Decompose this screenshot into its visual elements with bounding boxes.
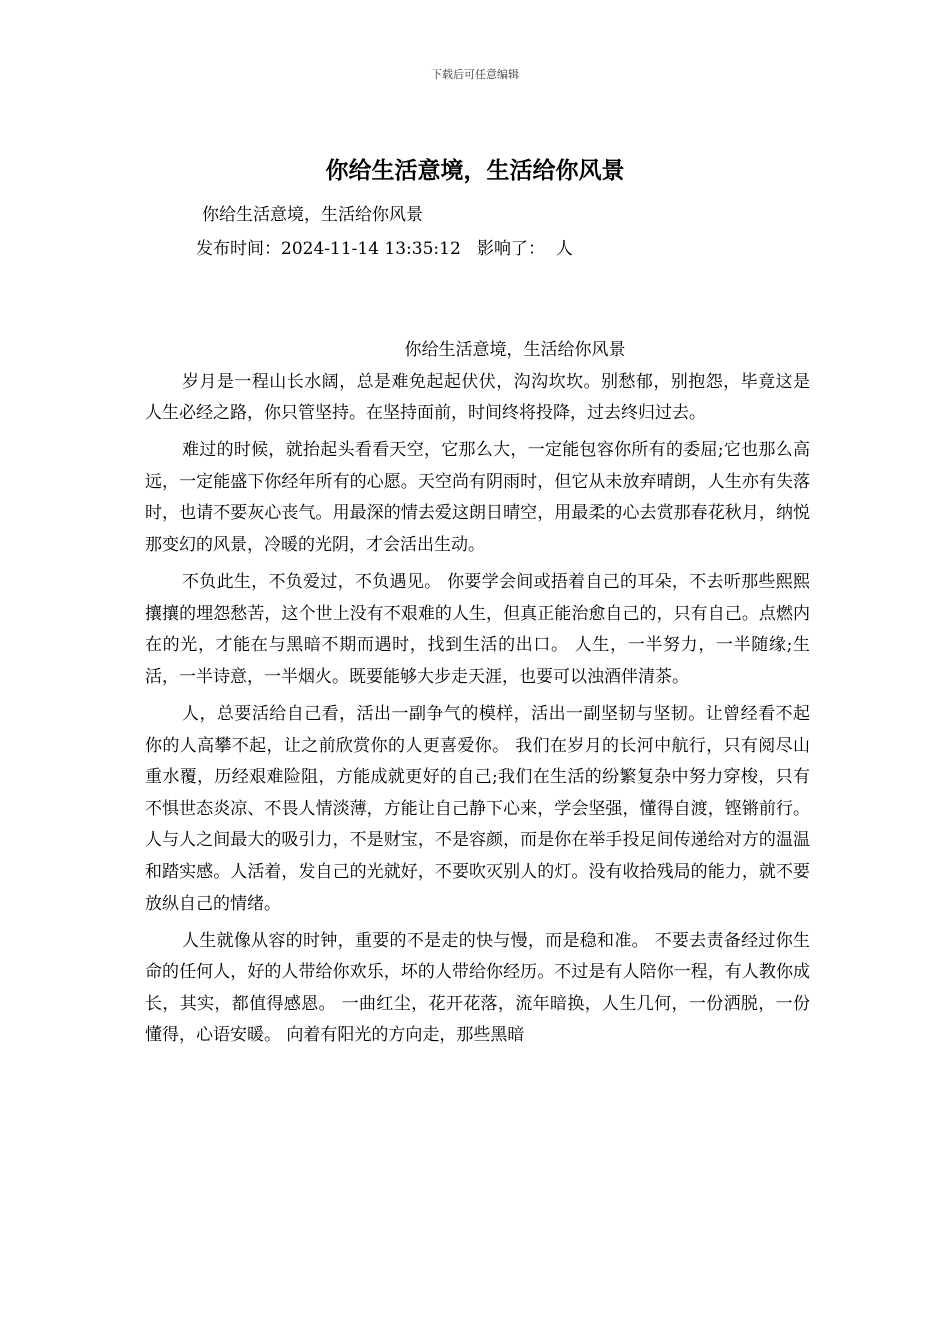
article-paragraph: 人，总要活给自己看，活出一副争气的模样，活出一副坚韧与坚韧。让曾经看不起你的人高攀不起，让之前欣赏你的人更喜爱你。 我们在岁月的长河中航行，只有阅尽山重水覆，历经艰难险阻，方能成就更好的自己;我们在生活的纷繁复杂中努力穿梭，只有不惧世态炎凉、不畏人情淡薄，方能让自己静下心来，学会坚强，懂得自渡，铿锵前行。 人与人之间最大的吸引力，不是财宝，不是容颜，而是你在举手投足间传递给对方的温温和踏实感。人活着，发自己的光就好，不要吹灭别人的灯。没有收拾残局的能力，就不要放纵自己的情绪。 xyxy=(145,704,810,914)
influence-unit: 人 xyxy=(555,239,573,259)
article-body xyxy=(145,335,810,1058)
article-paragraph: 人生就像从容的时钟，重要的不是走的快与慢，而是稳和准。 不要去责备经过你生命的任何人，好的人带给你欢乐，坏的人带给你经历。不过是有人陪你一程，有人教你成长，其实，都值得感恩。 一曲红尘，花开花落，流年暗换，人生几何，一份洒脱，一份懂得，心语安暖。 向着有阳光的方向走，那些黑暗 xyxy=(145,930,810,1046)
article-paragraph: 不负此生，不负爱过，不负遇见。 你要学会间或捂着自己的耳朵，不去听那些熙熙攘攘的埋怨愁苦，这个世上没有不艰难的人生，但真正能治愈自己的，只有自己。点燃内在的光，才能在与黑暗不期而遇时，找到生活的出口。 人生，一半努力，一半随缘;生活，一半诗意，一半烟火。既要能够大步走天涯，也要可以浊酒伴清茶。 xyxy=(145,572,810,687)
download-note: 下载后可任意编辑 xyxy=(431,68,519,81)
page-title: 你给生活意境，生活给你风景 xyxy=(325,157,625,184)
article-paragraph: 岁月是一程山长水阔，总是难免起起伏伏，沟沟坎坎。别愁郁，别抱怨，毕竟这是人生必经之路，你只管坚持。在坚持面前，时间终将投降，过去终归过去。 xyxy=(145,371,810,424)
article-inner-title: 你给生活意境，生活给你风景 xyxy=(404,340,626,360)
subtitle: 你给生活意境，生活给你风景 xyxy=(202,205,423,225)
influence-label: 影响了： xyxy=(477,239,545,259)
published-value: 2024-11-14 13:35:12 xyxy=(281,239,461,259)
publish-meta xyxy=(196,234,573,259)
article-paragraph: 难过的时候，就抬起头看看天空，它那么大，一定能包容你所有的委屈;它也那么高远，一定能盛下你经年所有的心愿。天空尚有阴雨时，但它从未放弃晴朗，人生亦有失落时，也请不要灰心丧气。用最深的情去爱这朗日晴空，用最柔的心去赏那春花秋月，纳悦那变幻的风景，冷暖的光阴，才会活出生动。 xyxy=(145,440,810,556)
published-label: 发布时间： xyxy=(196,239,281,259)
